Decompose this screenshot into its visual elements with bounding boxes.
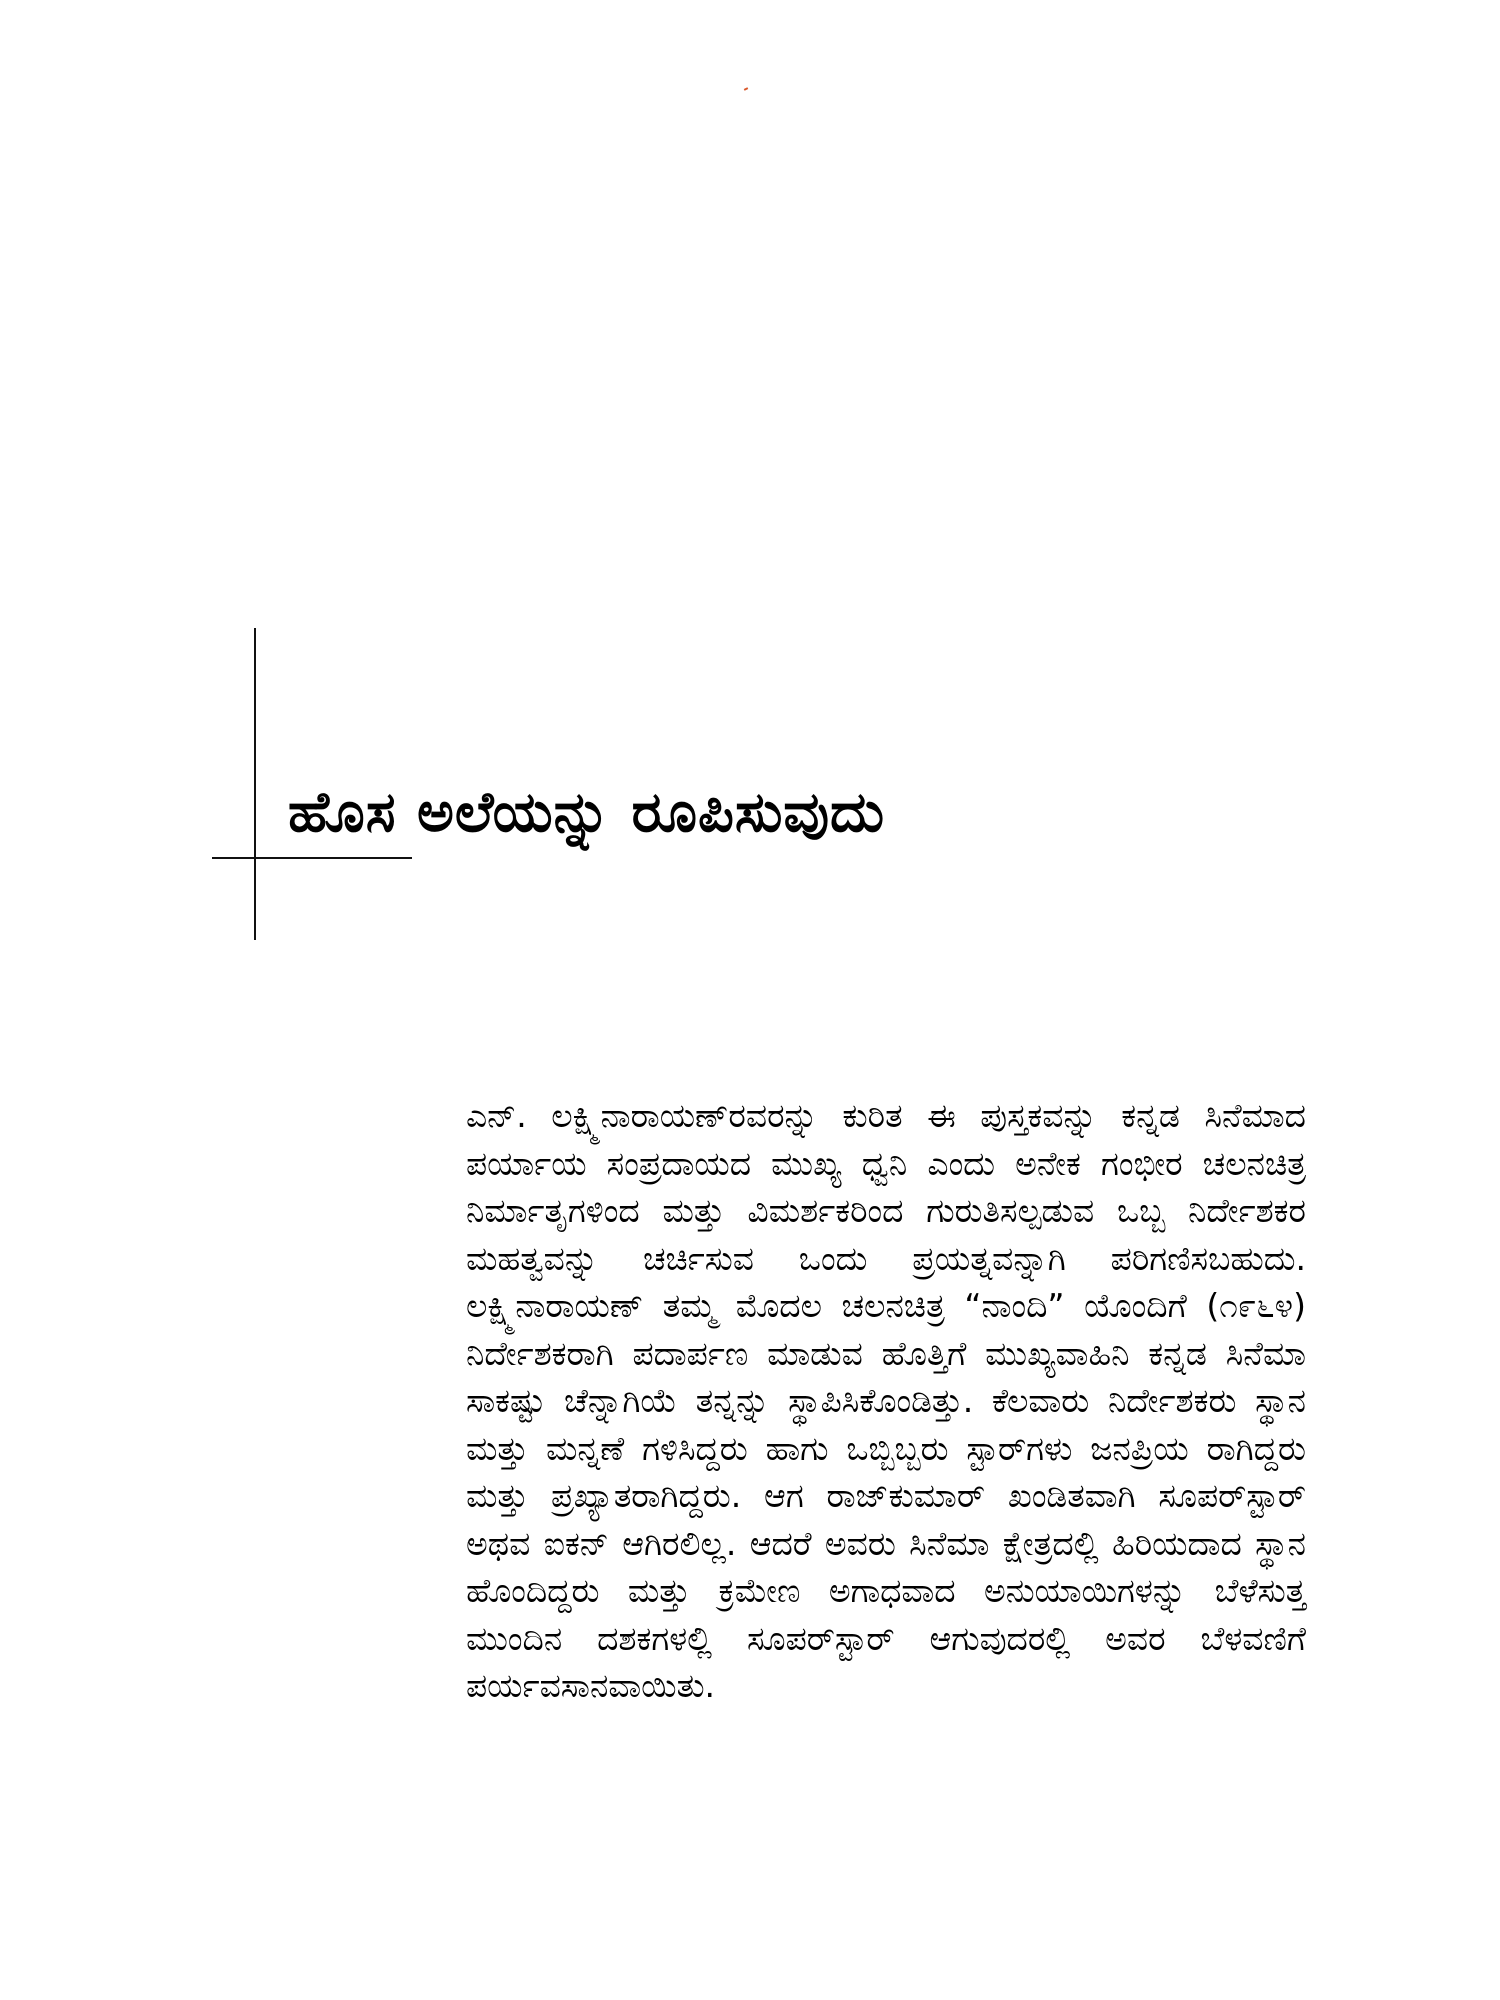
ink-speck [744, 87, 748, 91]
crop-mark-horizontal [212, 857, 412, 859]
chapter-title: ಹೊಸ ಅಲೆಯನ್ನು ರೂಪಿಸುವುದು [288, 780, 886, 845]
crop-mark-vertical [254, 628, 256, 940]
body-paragraph: ಎನ್. ಲಕ್ಷ್ಮಿನಾರಾಯಣ್‌ರವರನ್ನು ಕುರಿತ ಈ ಪುಸ್ತಕವನ್ನು ಕನ್ನಡ ಸಿನೆಮಾದ ಪರ್ಯಾಯ ಸಂಪ್ರದಾಯದ ಮುಖ್ಯ ಧ್ವನಿ ಎಂದು ಅನೇಕ ಗಂಭೀರ ಚಲನಚಿತ್ರ ನಿರ್ಮಾತೃಗಳಿಂದ ಮತ್ತು ವಿಮರ್ಶಕರಿಂದ ಗುರುತಿಸಲ್ಪಡುವ ಒಬ್ಬ ನಿರ್ದೇಶಕರ ಮಹತ್ವವನ್ನು ಚರ್ಚಿಸುವ ಒಂದು ಪ್ರಯತ್ನವನ್ನಾಗಿ ಪರಿಗಣಿಸಬಹುದು. ಲಕ್ಷ್ಮಿನಾರಾಯಣ್ ತಮ್ಮ ಮೊದಲ ಚಲನಚಿತ್ರ “ನಾಂದಿ” ಯೊಂದಿಗೆ (೧೯೬೪) ನಿರ್ದೇಶಕರಾಗಿ ಪದಾರ್ಪಣ ಮಾಡುವ ಹೊತ್ತಿಗೆ ಮುಖ್ಯವಾಹಿನಿ ಕನ್ನಡ ಸಿನೆಮಾ ಸಾಕಷ್ಟು ಚೆನ್ನಾಗಿಯೆ ತನ್ನನ್ನು ಸ್ಥಾಪಿಸಿಕೊಂಡಿತ್ತು. ಕೆಲವಾರು ನಿರ್ದೇಶಕರು ಸ್ಥಾನ ಮತ್ತು ಮನ್ನಣೆ ಗಳಿಸಿದ್ದರು ಹಾಗು ಒಬ್ಬಿಬ್ಬರು ಸ್ಟಾರ್‌ಗಳು ಜನಪ್ರಿಯ ರಾಗಿದ್ದರು ಮತ್ತು ಪ್ರಖ್ಯಾತರಾಗಿದ್ದರು. ಆಗ ರಾಜ್‌ಕುಮಾರ್ ಖಂಡಿತವಾಗಿ ಸೂಪರ್‌ಸ್ಟಾರ್ ಅಥವ ಐಕನ್ ಆಗಿರಲಿಲ್ಲ. ಆದರೆ ಅವರು ಸಿನೆಮಾ ಕ್ಷೇತ್ರದಲ್ಲಿ ಹಿರಿಯದಾದ ಸ್ಥಾನ ಹೊಂದಿದ್ದರು ಮತ್ತು ಕ್ರಮೇಣ ಅಗಾಧವಾದ ಅನುಯಾಯಿಗಳನ್ನು ಬೆಳೆಸುತ್ತ ಮುಂದಿನ ದಶಕಗಳಲ್ಲಿ ಸೂಪರ್‌ಸ್ಟಾರ್ ಆಗುವುದರಲ್ಲಿ ಅವರ ಬೆಳವಣಿಗೆ ಪರ್ಯವಸಾನವಾಯಿತು. [466, 1096, 1306, 1705]
